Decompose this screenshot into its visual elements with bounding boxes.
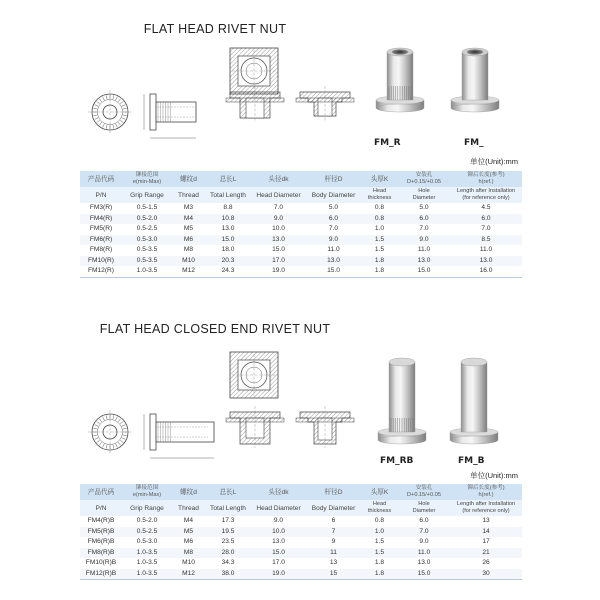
header-en-cell: Grip Range xyxy=(122,500,172,516)
table-cell: 6.0 xyxy=(398,516,450,527)
table-cell: 24.3 xyxy=(205,266,251,277)
table-cell: 1.5 xyxy=(361,245,398,256)
table-cell: 26 xyxy=(450,558,522,569)
table-cell: 15.0 xyxy=(251,245,306,256)
header-en-cell: Length after Installation (for reference only) xyxy=(450,500,522,516)
unit-label: 单位(Unit):mm xyxy=(470,157,518,166)
header-en-cell: Total Length xyxy=(205,187,251,203)
header-zh-cell: 铆后长度(参考) h(ref.) xyxy=(450,484,522,500)
rivet-nut-image xyxy=(444,352,504,452)
header-zh-cell: 铆接范围 e(min-Max) xyxy=(122,484,172,500)
product-label: FM_RB xyxy=(380,456,414,466)
table-cell: 11.0 xyxy=(398,548,450,559)
table-cell: FM8(R)B xyxy=(80,548,122,559)
table-cell: 11.0 xyxy=(398,245,450,256)
table-cell: 15.0 xyxy=(306,266,361,277)
table-cell: 1.5 xyxy=(361,537,398,548)
section-title: FLAT HEAD RIVET NUT xyxy=(143,22,287,36)
table-cell: 13 xyxy=(450,516,522,527)
table-cell: 9 xyxy=(306,537,361,548)
table-cell: 1.0-3.5 xyxy=(122,558,172,569)
table-cell: 13.0 xyxy=(398,558,450,569)
table-cell: 11 xyxy=(306,548,361,559)
header-zh-cell: 头厚K xyxy=(361,171,398,187)
table-cell: 10.0 xyxy=(251,224,306,235)
table-cell: 0.5-3.5 xyxy=(122,245,172,256)
header-zh-cell: 头径dk xyxy=(251,484,306,500)
table-cell: 15.0 xyxy=(398,266,450,277)
table-cell: 1.8 xyxy=(361,256,398,267)
header-zh-cell: 螺纹d xyxy=(172,484,205,500)
header-en-cell: Total Length xyxy=(205,500,251,516)
table-row xyxy=(80,203,522,214)
table-cell: FM10(R)B xyxy=(80,558,122,569)
table-cell: 6.0 xyxy=(450,214,522,225)
table-cell: 28.0 xyxy=(205,548,251,559)
table-cell: 13.0 xyxy=(306,256,361,267)
table-cell: 9.0 xyxy=(398,235,450,246)
header-en-cell: Grip Range xyxy=(122,187,172,203)
header-row-english xyxy=(80,500,522,516)
table-row xyxy=(80,256,522,267)
rivet-nut-image xyxy=(372,352,432,452)
header-en-cell: Body Diameter xyxy=(306,187,361,203)
product-photo-fm-r xyxy=(370,44,430,148)
product-photo-fm xyxy=(440,44,510,148)
table-cell: 23.5 xyxy=(205,537,251,548)
table-cell: 1.5 xyxy=(361,548,398,559)
table-cell: FM6(R)B xyxy=(80,537,122,548)
table-row xyxy=(80,224,522,235)
table-cell: 11.0 xyxy=(450,245,522,256)
table-cell: 1.0-3.5 xyxy=(122,266,172,277)
table-cell: 6.0 xyxy=(306,214,361,225)
table-cell: M8 xyxy=(172,548,205,559)
table-cell: 6.0 xyxy=(398,214,450,225)
table-cell: 30 xyxy=(450,569,522,580)
table-cell: 7.0 xyxy=(306,224,361,235)
table-cell: 1.5 xyxy=(361,235,398,246)
table-row xyxy=(80,527,522,538)
table-cell: 8.8 xyxy=(205,203,251,214)
header-en-cell: P/N xyxy=(80,187,122,203)
header-zh-cell: 螺纹d xyxy=(172,171,205,187)
rivet-nut-image xyxy=(370,44,430,134)
table-cell: 1.8 xyxy=(361,558,398,569)
header-en-cell: P/N xyxy=(80,500,122,516)
table-cell: 20.3 xyxy=(205,256,251,267)
table-cell: 9.0 xyxy=(251,516,306,527)
table-cell: 0.5-2.5 xyxy=(122,527,172,538)
table-cell: 0.8 xyxy=(361,214,398,225)
table-cell: FM6(R) xyxy=(80,235,122,246)
table-cell: 11.0 xyxy=(306,245,361,256)
header-zh-cell: 总长L xyxy=(205,171,251,187)
table-cell: M5 xyxy=(172,224,205,235)
table-row xyxy=(80,245,522,256)
table-cell: 0.5-2.5 xyxy=(122,224,172,235)
header-row-english xyxy=(80,187,522,203)
table-cell: 10.8 xyxy=(205,214,251,225)
table-cell: 1.0 xyxy=(361,527,398,538)
table-cell: M4 xyxy=(172,214,205,225)
table-cell: 10.0 xyxy=(251,527,306,538)
table-cell: FM8(R) xyxy=(80,245,122,256)
table-cell: 7.0 xyxy=(398,224,450,235)
header-en-cell: Thread xyxy=(172,500,205,516)
header-zh-cell: 杆径D xyxy=(306,171,361,187)
table-cell: 38.0 xyxy=(205,569,251,580)
table-cell: 0.8 xyxy=(361,516,398,527)
table-cell: 17 xyxy=(450,537,522,548)
table-cell: M12 xyxy=(172,569,205,580)
table-cell: FM12(R) xyxy=(80,266,122,277)
header-zh-cell: 杆径D xyxy=(306,484,361,500)
header-en-cell: Head thickness xyxy=(361,187,398,203)
table-cell: 9.0 xyxy=(398,537,450,548)
table-cell: 1.0-3.5 xyxy=(122,569,172,580)
table-cell: 0.5-3.5 xyxy=(122,256,172,267)
header-zh-cell: 铆接范围 e(min-Max) xyxy=(122,171,172,187)
table-cell: 0.5-1.5 xyxy=(122,203,172,214)
table-cell: 15 xyxy=(306,569,361,580)
header-en-cell: Length after Installation (for reference only) xyxy=(450,187,522,203)
technical-drawing xyxy=(80,342,370,472)
product-photo-fm-rb xyxy=(372,352,432,470)
technical-drawing xyxy=(80,40,370,150)
table-row xyxy=(80,266,522,277)
header-row-chinese xyxy=(80,171,522,187)
table-cell: M10 xyxy=(172,558,205,569)
header-row-chinese xyxy=(80,484,522,500)
table-cell: 17.0 xyxy=(251,558,306,569)
table-cell: 34.3 xyxy=(205,558,251,569)
table-cell: 0.5-2.0 xyxy=(122,214,172,225)
table-cell: 15.0 xyxy=(398,569,450,580)
table-cell: 15.0 xyxy=(205,235,251,246)
table-cell: 1.8 xyxy=(361,266,398,277)
table-row xyxy=(80,235,522,246)
table-cell: FM4(R) xyxy=(80,214,122,225)
table-cell: 0.5-2.0 xyxy=(122,516,172,527)
table-cell: 13.0 xyxy=(450,256,522,267)
product-label: FM_R xyxy=(374,138,401,148)
table-cell: 19.5 xyxy=(205,527,251,538)
table-cell: 0.5-3.0 xyxy=(122,235,172,246)
table-cell: 5.0 xyxy=(398,203,450,214)
header-en-cell: Thread xyxy=(172,187,205,203)
header-en-cell: Hole Diameter xyxy=(398,187,450,203)
section-title: FLAT HEAD CLOSED END RIVET NUT xyxy=(99,322,331,336)
table-cell: M8 xyxy=(172,245,205,256)
table-cell: 0.8 xyxy=(361,203,398,214)
table-cell: 21 xyxy=(450,548,522,559)
header-en-cell: Body Diameter xyxy=(306,500,361,516)
header-zh-cell: 产品代码 xyxy=(80,484,122,500)
header-zh-cell: 总长L xyxy=(205,484,251,500)
header-en-cell: Head Diameter xyxy=(251,500,306,516)
table-cell: FM4(R)B xyxy=(80,516,122,527)
product-photo-fm-b xyxy=(444,352,504,470)
header-zh-cell: 安装孔 D+0.15/+0.05 xyxy=(398,171,450,187)
header-zh-cell: 头径dk xyxy=(251,171,306,187)
header-zh-cell: 头厚K xyxy=(361,484,398,500)
table-cell: 5.0 xyxy=(306,203,361,214)
table-cell: 7 xyxy=(306,527,361,538)
product-label: FM_ xyxy=(464,138,484,148)
table-cell: 13.0 xyxy=(398,256,450,267)
table-cell: FM5(R) xyxy=(80,224,122,235)
table-cell: 0.5-3.0 xyxy=(122,537,172,548)
table-cell: M12 xyxy=(172,266,205,277)
spec-table xyxy=(80,484,522,580)
table-cell: M4 xyxy=(172,516,205,527)
header-en-cell: Hole Diameter xyxy=(398,500,450,516)
table-cell: M5 xyxy=(172,527,205,538)
table-cell: 8.5 xyxy=(450,235,522,246)
table-cell: 13.0 xyxy=(251,235,306,246)
table-row xyxy=(80,537,522,548)
table-cell: 6 xyxy=(306,516,361,527)
table-row xyxy=(80,516,522,527)
table-cell: 1.0 xyxy=(361,224,398,235)
product-label: FM_B xyxy=(458,456,485,466)
table-cell: FM5(R)B xyxy=(80,527,122,538)
table-cell: FM3(R) xyxy=(80,203,122,214)
table-cell: 1.8 xyxy=(361,569,398,580)
table-cell: 19.0 xyxy=(251,569,306,580)
unit-label: 单位(Unit):mm xyxy=(470,471,518,480)
table-cell: 7.0 xyxy=(398,527,450,538)
table-cell: 17.3 xyxy=(205,516,251,527)
table-row xyxy=(80,548,522,559)
table-cell: 9.0 xyxy=(251,214,306,225)
table-row xyxy=(80,214,522,225)
header-en-cell: Head Diameter xyxy=(251,187,306,203)
table-cell: M3 xyxy=(172,203,205,214)
table-cell: M6 xyxy=(172,235,205,246)
table-cell: FM12(R)B xyxy=(80,569,122,580)
spec-table xyxy=(80,171,522,278)
table-cell: 18.0 xyxy=(205,245,251,256)
table-cell: 9.0 xyxy=(306,235,361,246)
table-cell: 13.0 xyxy=(205,224,251,235)
table-cell: M6 xyxy=(172,537,205,548)
header-zh-cell: 安装孔 D+0.15/+0.05 xyxy=(398,484,450,500)
table-cell: 13 xyxy=(306,558,361,569)
table-cell: 7.0 xyxy=(251,203,306,214)
table-cell: 14 xyxy=(450,527,522,538)
header-zh-cell: 铆后长度(参考) h(ref.) xyxy=(450,171,522,187)
header-en-cell: Head thickness xyxy=(361,500,398,516)
header-zh-cell: 产品代码 xyxy=(80,171,122,187)
table-cell: 17.0 xyxy=(251,256,306,267)
table-cell: 13.0 xyxy=(251,537,306,548)
table-row xyxy=(80,569,522,580)
table-cell: M10 xyxy=(172,256,205,267)
table-row xyxy=(80,558,522,569)
table-cell: 19.0 xyxy=(251,266,306,277)
table-cell: 7.0 xyxy=(450,224,522,235)
rivet-nut-image xyxy=(440,44,510,134)
table-cell: FM10(R) xyxy=(80,256,122,267)
table-cell: 1.0-3.5 xyxy=(122,548,172,559)
table-cell: 16.0 xyxy=(450,266,522,277)
table-cell: 4.5 xyxy=(450,203,522,214)
table-cell: 15.0 xyxy=(251,548,306,559)
